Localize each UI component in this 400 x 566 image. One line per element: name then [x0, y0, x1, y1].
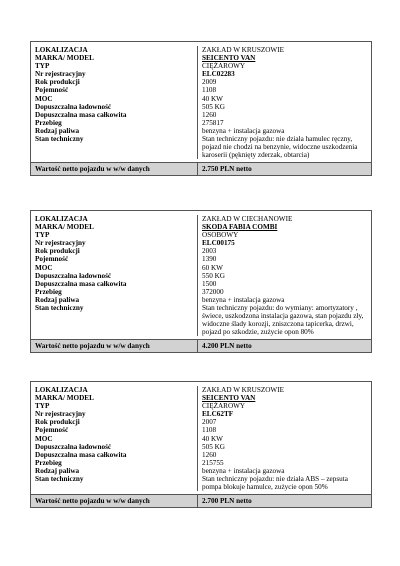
value-rok: 2007 [202, 418, 217, 427]
label-marka: MARKA/ MODEL [35, 394, 94, 403]
label-nr-rej: Nr rejestracyjny [35, 410, 86, 419]
value-masa: 1500 [202, 279, 217, 288]
label-stan: Stan techniczny [35, 304, 84, 313]
label-lokalizacja: LOKALIZACJA [35, 46, 88, 54]
label-stan: Stan techniczny [35, 135, 84, 144]
label-paliwo: Rodzaj paliwa [35, 295, 80, 304]
field-labels [31, 215, 198, 336]
vehicle-block-2 [30, 210, 372, 353]
value-typ: CIĘŻAROWY [202, 62, 246, 71]
value-moc: 40 KW [202, 94, 223, 103]
field-values [198, 386, 371, 491]
label-marka: MARKA/ MODEL [35, 54, 94, 63]
label-rok: Rok produkcji [35, 78, 80, 87]
label-pojemnosc: Pojemność [35, 86, 69, 95]
vehicle-block-3 [30, 381, 372, 508]
value-pojemnosc: 1108 [202, 86, 217, 95]
label-rok: Rok produkcji [35, 418, 80, 427]
value-lokalizacja: ZAKŁAD W CIECHANOWIE [202, 215, 293, 223]
label-moc: MOC [35, 434, 53, 443]
label-nr-rej: Nr rejestracyjny [35, 70, 86, 79]
label-moc: MOC [35, 263, 53, 272]
label-wartosc: Wartość netto pojazdu w w/w danych [31, 163, 198, 175]
value-paliwo: benzyna + instalacja gazowa [202, 295, 285, 304]
label-masa: Dopuszczalna masa całkowita [35, 279, 127, 288]
label-wartosc: Wartość netto pojazdu w w/w danych [31, 340, 198, 352]
label-paliwo: Rodzaj paliwa [35, 126, 80, 135]
label-pojemnosc: Pojemność [35, 426, 69, 435]
label-przebieg: Przebieg [35, 458, 62, 467]
value-przebieg: 372000 [202, 287, 224, 296]
value-typ: OSOBOWY [202, 231, 239, 240]
field-labels [31, 386, 198, 491]
value-masa: 1260 [202, 110, 217, 119]
value-total-row [31, 162, 371, 175]
label-nr-rej: Nr rejestracyjny [35, 239, 86, 248]
value-nr-rej: ELC00175 [202, 239, 235, 248]
value-ladownosc: 505 KG [202, 102, 225, 111]
label-przebieg: Przebieg [35, 118, 62, 127]
field-values [198, 215, 371, 336]
value-stan: Stan techniczny pojazdu: do wymiany: amortyzatory , świece, uszkodzona instalacja gazowa, stan pojazdu zły, widoczne ślady korozji, zniszczona tapicerka, drzwi, pojazd po szkodzie, zużycie opon 80% [202, 304, 364, 337]
label-typ: TYP [35, 231, 50, 240]
value-lokalizacja: ZAKŁAD W KRUSZOWIE [202, 386, 284, 394]
label-lokalizacja: LOKALIZACJA [35, 215, 88, 223]
value-nr-rej: ELC62TF [202, 410, 234, 419]
label-rok: Rok produkcji [35, 247, 80, 256]
value-moc: 40 KW [202, 434, 223, 443]
label-stan: Stan techniczny [35, 475, 84, 484]
value-rok: 2009 [202, 78, 217, 87]
label-ladownosc: Dopuszczalna ładowność [35, 442, 112, 451]
label-przebieg: Przebieg [35, 287, 62, 296]
value-ladownosc: 505 KG [202, 442, 225, 451]
value-przebieg: 215755 [202, 458, 224, 467]
value-stan: Stan techniczny pojazdu: nie działa hamulec ręczny, pojazd nie chodzi na benzynie, widoczne uszkodzenia karoserii (pęknięty zderzak, obtarcia) [202, 135, 358, 160]
value-wartosc: 2.750 PLN netto [202, 165, 252, 174]
label-lokalizacja: LOKALIZACJA [35, 386, 88, 394]
value-lokalizacja: ZAKŁAD W KRUSZOWIE [202, 46, 284, 54]
value-wartosc: 4.200 PLN netto [202, 342, 252, 351]
value-paliwo: benzyna + instalacja gazowa [202, 126, 285, 135]
value-nr-rej: ELC02283 [202, 70, 235, 79]
value-pojemnosc: 1390 [202, 255, 217, 264]
label-ladownosc: Dopuszczalna ładowność [35, 271, 112, 280]
field-labels [31, 46, 198, 159]
label-wartosc: Wartość netto pojazdu w w/w danych [31, 495, 198, 507]
value-moc: 60 KW [202, 263, 223, 272]
value-marka: SKODA FABIA COMBI [202, 223, 278, 232]
value-wartosc: 2.700 PLN netto [202, 497, 252, 506]
label-masa: Dopuszczalna masa całkowita [35, 110, 127, 119]
label-moc: MOC [35, 94, 53, 103]
label-typ: TYP [35, 402, 50, 411]
vehicle-block-1 [30, 41, 372, 176]
value-stan: Stan techniczny pojazdu: nie działa ABS – zepsuta pompa blokuje hamulce, zużycie opon 50% [202, 475, 348, 492]
label-ladownosc: Dopuszczalna ładowność [35, 102, 112, 111]
label-typ: TYP [35, 62, 50, 71]
value-masa: 1260 [202, 450, 217, 459]
value-marka: SEICENTO VAN [202, 394, 256, 403]
field-values [198, 46, 371, 159]
label-pojemnosc: Pojemność [35, 255, 69, 264]
value-paliwo: benzyna + instalacja gazowa [202, 466, 285, 475]
value-ladownosc: 550 KG [202, 271, 225, 280]
label-paliwo: Rodzaj paliwa [35, 466, 80, 475]
value-pojemnosc: 1108 [202, 426, 217, 435]
label-marka: MARKA/ MODEL [35, 223, 94, 232]
value-marka: SEICENTO VAN [202, 54, 256, 63]
value-total-row [31, 339, 371, 352]
value-total-row [31, 494, 371, 507]
value-typ: CIĘŻAROWY [202, 402, 246, 411]
label-masa: Dopuszczalna masa całkowita [35, 450, 127, 459]
value-przebieg: 275817 [202, 118, 224, 127]
value-rok: 2003 [202, 247, 217, 256]
